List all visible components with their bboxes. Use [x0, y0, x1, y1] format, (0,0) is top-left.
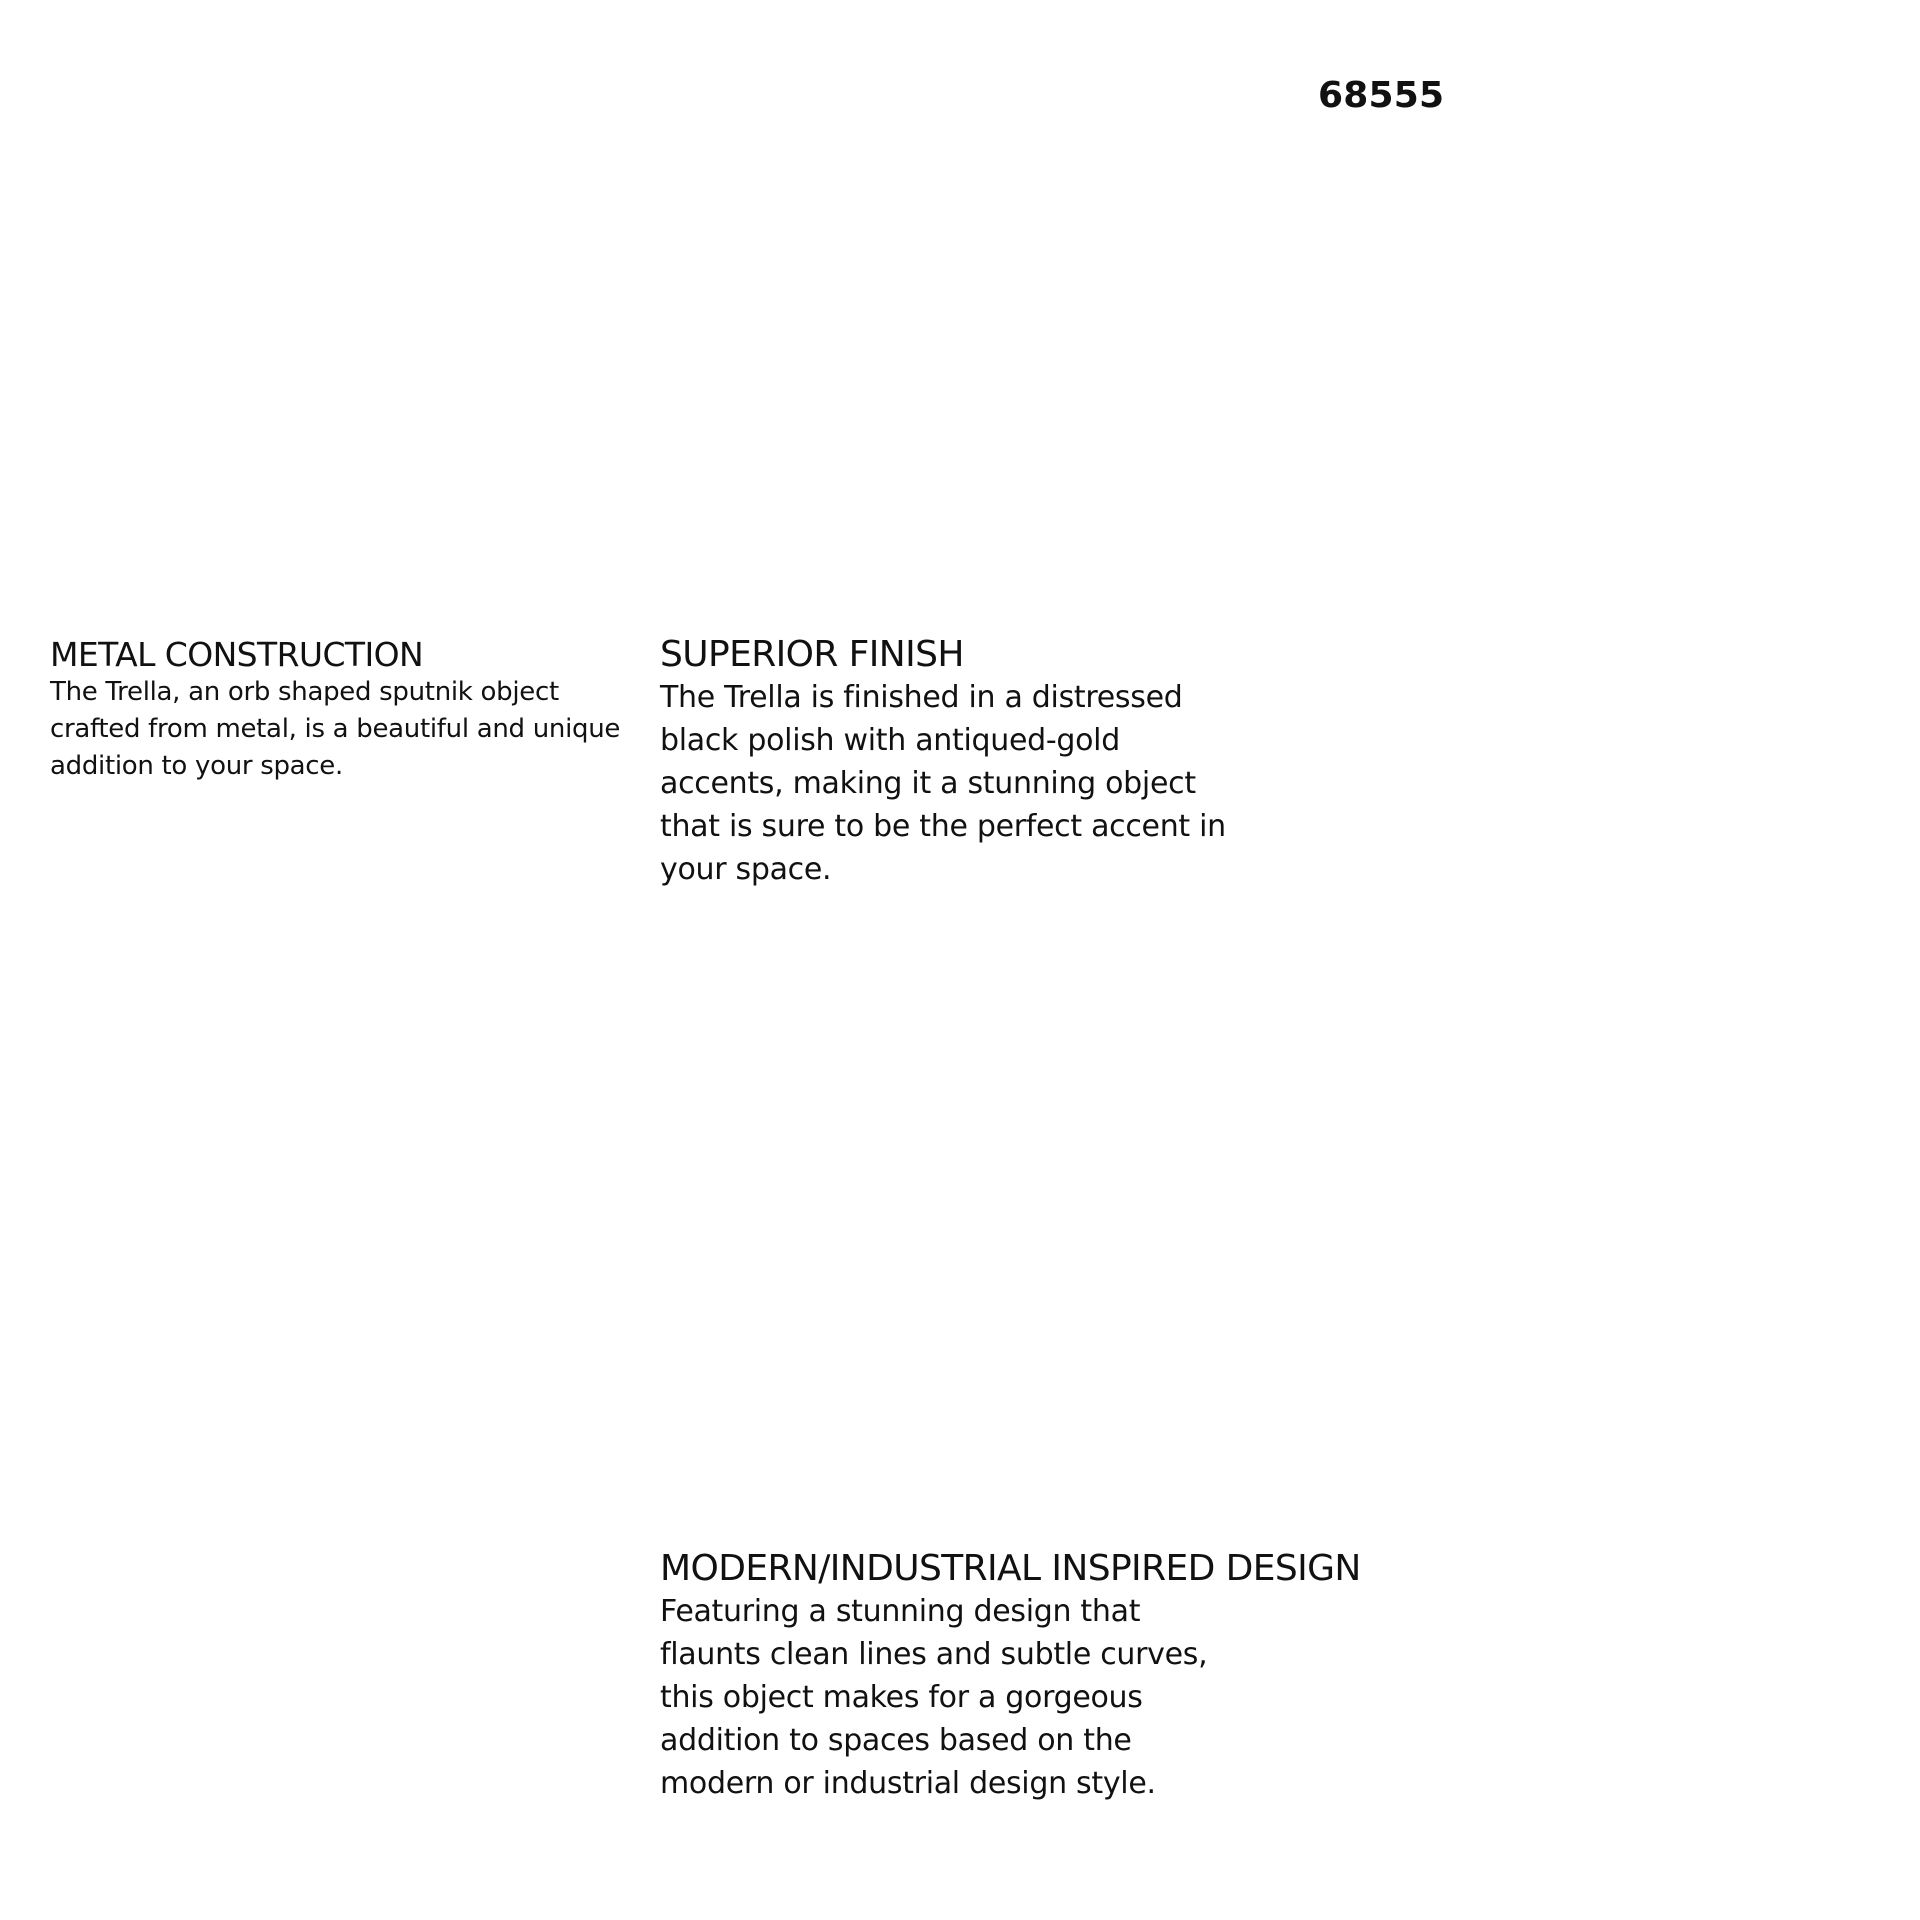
feature-superior-finish — [660, 634, 1260, 891]
feature-description: The Trella, an orb shaped sputnik object crafted from metal, is a beautiful and unique addition to your space. — [50, 677, 621, 781]
feature-description: Featuring a stunning design that flaunts clean lines and subtle curves, this object makes for a gorgeous addition to spaces based on the modern or industrial design style. — [660, 1594, 1208, 1801]
feature-title: MODERN/INDUSTRIAL INSPIRED DESIGN — [660, 1548, 1361, 1589]
feature-description: The Trella is finished in a distressed black polish with antiqued-gold accents, making it a stunning object that is sure to be the perfect accent in your space. — [660, 680, 1226, 887]
product-code: 68555 — [1318, 75, 1445, 116]
feature-metal-construction — [50, 636, 630, 785]
feature-modern-industrial-design — [660, 1548, 1420, 1805]
feature-title: SUPERIOR FINISH — [660, 634, 964, 675]
feature-title: METAL CONSTRUCTION — [50, 635, 424, 674]
